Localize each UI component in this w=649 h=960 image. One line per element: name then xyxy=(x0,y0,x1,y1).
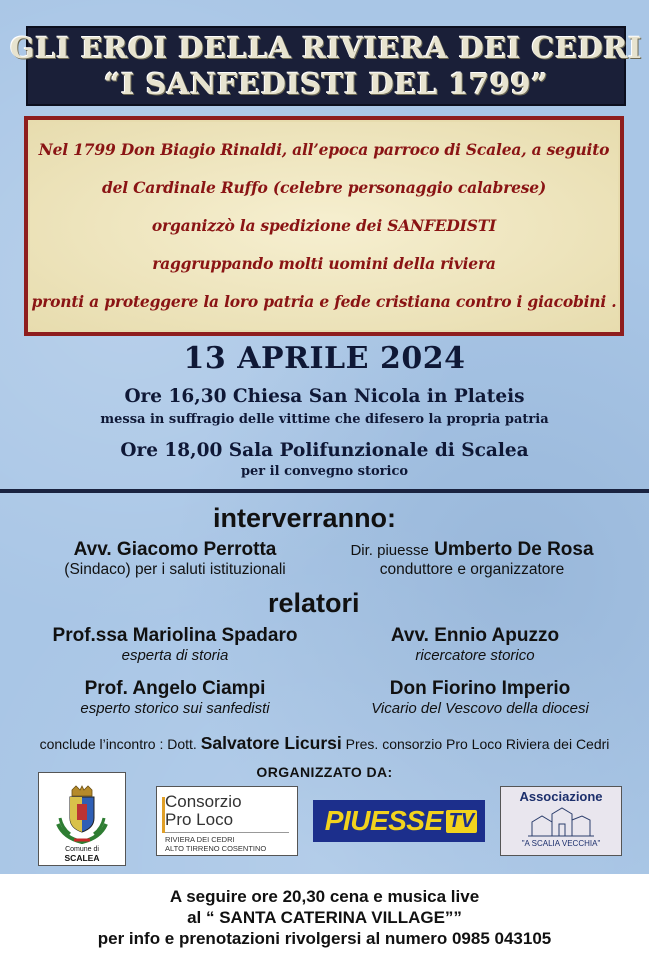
consorzio-line4: ALTO TIRRENO COSENTINO xyxy=(165,844,267,853)
title-line-2: “I SANFEDISTI DEL 1799” xyxy=(103,67,549,101)
speaker-right-role: conduttore e organizzatore xyxy=(379,561,565,578)
event-date: 13 APRILE 2024 xyxy=(183,341,466,376)
intro-line: del Cardinale Ruffo (celebre personaggio calabrese) xyxy=(101,178,547,197)
relatore-item xyxy=(30,678,320,717)
relatore-item xyxy=(330,678,630,717)
speakers-title: interverranno: xyxy=(213,503,397,533)
associazione-subtitle: "A SCALIA VECCHIA" xyxy=(521,839,601,848)
conclusion-prefix: conclude l’incontro : Dott. xyxy=(39,736,197,752)
scalea-coat-of-arms-icon xyxy=(50,784,114,846)
piuesse-tv: TV xyxy=(446,810,478,833)
intro-line: raggruppando molti uomini della riviera xyxy=(152,254,496,273)
speaker-right xyxy=(322,539,622,579)
relatore-name: Don Fiorino Imperio xyxy=(389,678,571,699)
event-second-time-place: Ore 18,00 Sala Polifunzionale di Scalea xyxy=(120,440,529,461)
associazione-logo xyxy=(500,786,622,856)
relatore-item xyxy=(20,625,330,664)
scalea-caption: Comune di xyxy=(65,846,99,853)
speaker-left-role: (Sindaco) per i saluti istituzionali xyxy=(64,561,286,578)
relatore-role: ricercatore storico xyxy=(415,647,535,664)
consorzio-line2: Pro Loco xyxy=(165,810,234,829)
relatore-item xyxy=(340,625,610,664)
speaker-left-name: Avv. Giacomo Perrotta xyxy=(73,539,277,560)
piuesse-tv-logo xyxy=(313,800,485,842)
section-divider xyxy=(0,489,649,493)
intro-line: pronti a proteggere la loro patria e fede cristiana contro i giacobini . xyxy=(31,292,617,311)
conclusion-name: Salvatore Licursi xyxy=(200,733,342,753)
speaker-left xyxy=(30,539,320,579)
intro-parchment xyxy=(24,116,624,336)
conclusion-line xyxy=(0,733,649,754)
conclusion-suffix: Pres. consorzio Pro Loco Riviera dei Cedri xyxy=(345,736,610,752)
intro-line: organizzò la spedizione dei SANFEDISTI xyxy=(151,216,497,235)
relatore-name: Avv. Ennio Apuzzo xyxy=(390,625,560,646)
event-first-time-place: Ore 16,30 Chiesa San Nicola in Plateis xyxy=(124,386,525,407)
intro-line: Nel 1799 Don Biagio Rinaldi, all’epoca parroco di Scalea, a seguito xyxy=(38,140,610,159)
consorzio-line3: RIVIERA DEI CEDRI xyxy=(165,835,235,844)
speaker-right-name: Umberto De Rosa xyxy=(434,539,594,560)
piuesse-name: PIUESSE xyxy=(324,805,443,836)
footer xyxy=(0,874,649,960)
relatore-role: Vicario del Vescovo della diocesi xyxy=(371,700,589,717)
relatore-role: esperto storico sui sanfedisti xyxy=(80,700,270,717)
footer-line1: A seguire ore 20,30 cena e musica live xyxy=(169,886,480,906)
old-town-sketch-icon xyxy=(526,804,596,838)
relatori-title: relatori xyxy=(268,588,360,618)
relatore-name: Prof. Angelo Ciampi xyxy=(84,678,266,699)
title-line-1: GLI EROI DELLA RIVIERA DEI CEDRI xyxy=(9,31,643,65)
relatore-name: Prof.ssa Mariolina Spadaro xyxy=(52,625,298,646)
associazione-title: Associazione xyxy=(519,789,603,804)
scalea-logo xyxy=(38,772,126,866)
event-second-description: per il convegno storico xyxy=(240,464,409,479)
consorzio-line1: Consorzio xyxy=(165,792,242,811)
title-banner xyxy=(9,26,643,106)
relatore-role: esperta di storia xyxy=(121,647,229,664)
footer-line2: al “ SANTA CATERINA VILLAGE”” xyxy=(187,907,462,927)
organizers-title: ORGANIZZATO DA: xyxy=(256,764,393,780)
consorzio-accent-bar xyxy=(162,797,165,833)
event-first-description: messa in suffragio delle vittime che difesero la propria patria xyxy=(100,412,549,427)
consorzio-pro-loco-logo xyxy=(156,786,298,856)
scalea-name: SCALEA xyxy=(64,853,100,863)
footer-line3: per info e prenotazioni rivolgersi al numero 0985 043105 xyxy=(97,928,552,948)
speaker-right-prefix: Dir. piuesse xyxy=(350,542,429,559)
